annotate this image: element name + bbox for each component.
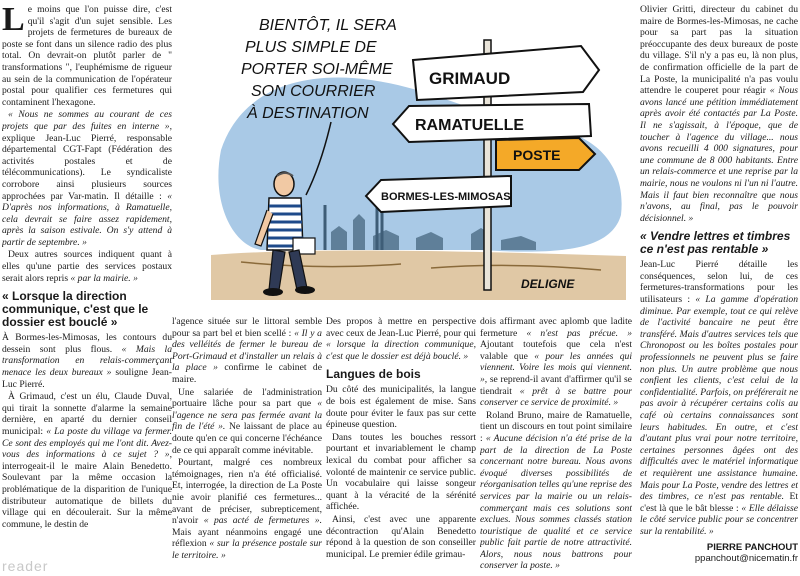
speech-line-2: PLUS SIMPLE DE	[245, 39, 377, 56]
subheading-langues-de-bois: Langues de bois	[326, 367, 421, 382]
paragraph-intro: Le moins que l'on puisse dire, c'est qu'il s'agit d'un sujet sensible. Les projets de fermetures de bureaux de poste se font dans un silence radio des plus total. On devrait-on plutôt parler de " transformations ", l'euphémisme de rigueur au sein de la communication de l'opérateur postal pour qualifier ces fermetures qui contaminent l'hexagone.	[2, 4, 172, 108]
artist-signature: DELIGNE	[521, 277, 575, 291]
sign-ramatuelle-label: RAMATUELLE	[415, 117, 525, 134]
speech-line-3: PORTER SOI-MÊME	[241, 61, 393, 78]
sign-bormes-label: BORMES-LES-MIMOSAS	[381, 191, 511, 203]
paragraph-consequences: Jean-Luc Pierré détaille les conséquences, selon lui, de ces fermetures-transformations pour les utilisateurs : « La gamme d'opération diminue. Par exemple, tout ce qui relève de l'activité bancaire ne peut être transféré. Mais d'autres services tels que Chronopost ou les boîtes postales pour professionnels ne peuvent plus se faire non plus. Un autre problème que nous confient les clients, c'est celui de la confidentialité. Parfois, on préférerait ne pas avoir à récupérer certains colis au café où certains connaissances sont leurs habitudes. En outre, et c'est d'autant plus vrai pour notre territoire, certaines personnes âgées ont des difficultés avec le matériel informatique et requièrent une assistance humaine. Mais pour La Poste, vendre des lettres et des timbres, ce n'est pas rentable. Et c'est là que le bât blesse : « Elle délaisse le côté service public pour se concentrer sur la rentabilité. »	[640, 259, 798, 537]
article-column-3	[326, 316, 476, 574]
reader-watermark: reader	[2, 558, 49, 574]
paragraph-grimaud: À Grimaud, c'est un élu, Claude Duval, qui tirait la sonnette d'alarme la semaine dernière, en aparté du dernier conseil municipal: « La poste du village va fermer. Ce sont des employés qui me l'ont dit. Avez-vous des informations à ce sujet ? », interrogeait-il le maire Alain Benedetto. Soulevant par la même occasion la problématique de la disparition de l'unique distributeur automatique de billets du village qui en découlerait. Sur la même commune, le destin de	[2, 391, 172, 530]
paragraph-union: « Nous ne sommes au courant de ces projets que par des fuites en interne », explique Jean-Luc Pierré, responsable départemental CGT-Fapt (Fédération des activités postales et de télécommunications). Le syndicaliste corrobore ainsi plusieurs sources approchées par Var-matin. Il détaille : « D'après nos informations, à Ramatuelle, cela devrait se faire assez rapidement, après la saison estivale. On s'y attend à partir de septembre. »	[2, 109, 172, 248]
speech-line-5: À DESTINATION	[247, 105, 369, 122]
cartoon-illustration	[181, 0, 639, 312]
speech-line-1: BIENTÔT, IL SERA	[259, 17, 397, 34]
author-name: PIERRE PANCHOUT	[706, 541, 798, 553]
sign-grimaud-label: GRIMAUD	[429, 69, 511, 88]
paragraph-ramatuelle-maire: Roland Bruno, maire de Ramatuelle, tient un discours en tout point similaire : « Aucune décision n'a été prise de la part de la direction de La Poste concernant notre bureau. Nous avons évoqué diverses possibilités de réorganisation telles qu'une reprise des services par la mairie ou un relais-commerçant mais ces solutions sont exclues. Nous sommes classés station touristique de qualité et ce service public fait partie de notre attractivité. Alors, nous nous battrons pour conserver la poste. »	[480, 409, 632, 572]
paragraph-port-grimaud: l'agence située sur le littoral semble pour sa part bel et bien scellé : « Il y a des velléités de fermer le bureau de Port-Grimaud et d'installer un relais à la place » confirme le cabinet de maire.	[172, 316, 322, 385]
paragraph-benedetto: Ainsi, c'est avec une apparente décontraction qu'Alain Benedetto répond à la question de son conseiller municipal. Le premier édile grimau-	[326, 513, 476, 560]
paragraph-municipalites: Du côté des municipalités, la langue de bois est également de mise. Sans doute pour éviter le faux pas sur cette épineuse question.	[326, 384, 476, 431]
paragraph-aplomb: dois affirmant avec aplomb que ladite fermeture « n'est pas précue. » Ajoutant toutefois que cela n'est valable que « pour les années qui viennent. Voire les mois qui viennent. », se reprend-il avant d'affirmer qu'il se tiendrait « prêt à se battre pour conserver ce service de proximité. »	[480, 316, 632, 409]
subheading-direction: « Lorsque la direction communique, c'est que le dossier est bouclé »	[2, 289, 149, 330]
article-column-4	[480, 316, 632, 574]
subheading-rentable: « Vendre lettres et timbres ce n'est pas rentable »	[640, 229, 791, 257]
author-email[interactable]: ppanchout@nicematin.fr	[694, 553, 798, 565]
article-column-2	[172, 316, 322, 574]
drop-cap: L	[2, 4, 25, 38]
cartoon-svg	[181, 0, 639, 312]
paragraph-sources: Deux autres sources indiquent quant à elles qu'une partie des services postaux serait alors repris « par la mairie. »	[2, 249, 172, 284]
paragraph-bormes: À Bormes-les-Mimosas, les contours du dessein sont plus flous. « Mais la transformation en relais-commerçant menace les deux bureaux » souligne Jean-Luc Pierré.	[2, 332, 172, 390]
paragraph-gritti: Olivier Gritti, directeur du cabinet du maire de Bormes-les-Mimosas, ne cache pour sa part pas la situation préoccupante des deux bureaux de poste du village. S'il n'y a pas eu, là non plus, de confirmation officielle de la part de La Poste, la municipalité n'a pas voulu attendre le couperet pour réagir « Nous avons lancé une pétition immédiatement après avoir été contactés par La Poste. Il ne s'agissait, à l'époque, que de toucher à l'agence du village... nous avons recueilli 4 000 signatures, pour une commune de 8 000 habitants. Entre un relais-commerce et une reprise par la mairie, nous ne voulons ni l'un ni l'autre. Mais il faut bien reconnaître que nous n'avons, au final, pas le pouvoir décisionnel. »	[640, 4, 798, 224]
article-column-5	[640, 4, 798, 574]
paragraph-salariee: Une salariée de l'administration portuaire lâche pour sa part que « l'agence ne sera pas fermée avant la fin de l'été ». Ne laissant de place au doute qu'en ce qui concerne l'échéance de ce qui apparaît comme inévitable.	[172, 386, 322, 456]
paragraph-champ-lexical: Dans toutes les bouches ressort pourtant et invariablement le champ lexical du combat pour afficher sa volonté de maintenir ce service public. Un vocabulaire qui laisse songeur quant à la véracité de la sérénité affichée.	[326, 431, 476, 513]
paragraph-direction: Pourtant, malgré ces nombreux témoignages, rien n'a été officialisé. Et, interrogée, la direction de La Poste nie avoir planifié ces fermetures... avant de préciser, subrepticement, n'avoir « pas acté de fermetures ». Mais ayant néanmoins engagé une réflexion « sur la présence postale sur le territoire. »	[172, 457, 322, 561]
sign-poste-label: POSTE	[513, 147, 561, 163]
paragraph-perspective: Des propos à mettre en perspective avec ceux de Jean-Luc Pierré, pour qui « lorsque la direction communique, c'est que le dossier est déjà bouclé. »	[326, 316, 476, 362]
article-column-1	[2, 4, 172, 574]
speech-line-4: SON COURRIER	[251, 83, 376, 100]
